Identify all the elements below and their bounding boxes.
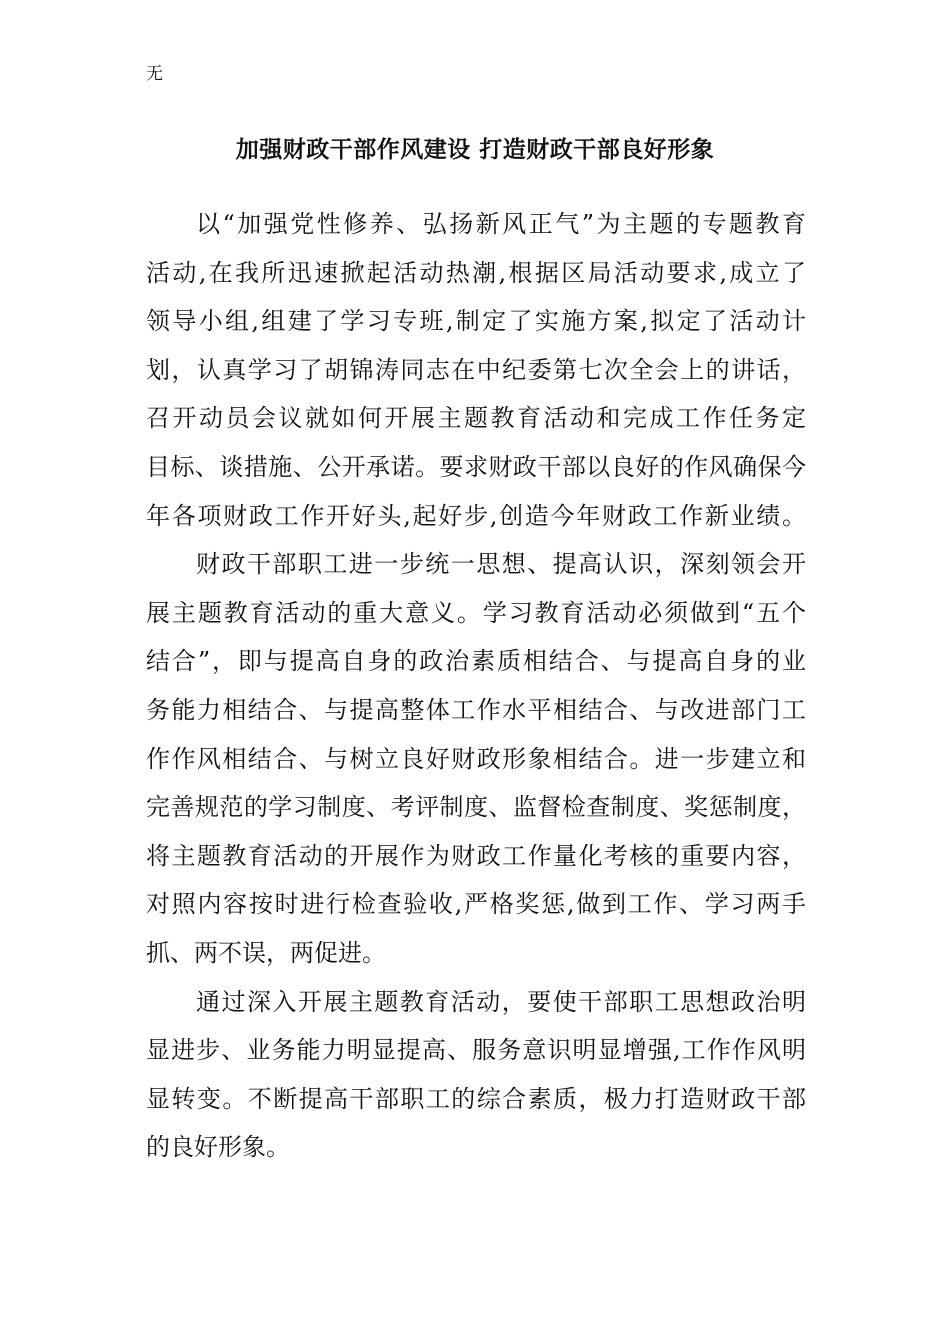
paragraph-line: 以“加强党性修养、弘扬新风正气”为主题的专题教育 xyxy=(196,210,806,238)
paragraph-line: 作作风相结合、与树立良好财政形象相结合。进一步建立和 xyxy=(146,744,806,773)
paragraph-line: 将主题教育活动的开展作为财政工作量化考核的重要内容， xyxy=(146,841,806,870)
paragraph-line: 结合”，即与提高自身的政治素质相结合、与提高自身的业 xyxy=(146,647,806,676)
document-title: 加强财政干部作风建设 打造财政干部良好形象 xyxy=(235,137,715,163)
paragraph-line: 完善规范的学习制度、考评制度、监督检查制度、奖惩制度， xyxy=(146,793,806,822)
paragraph-line: 召开动员会议就如何开展主题教育活动和完成工作任务定 xyxy=(146,404,806,433)
paragraph-line: 领导小组,组建了学习专班,制定了实施方案,拟定了活动计 xyxy=(146,307,806,336)
paragraph-line: 显进步、业务能力明显提高、服务意识明显增强,工作作风明 xyxy=(146,1036,806,1065)
paragraph-line: 活动,在我所迅速掀起活动热潮,根据区局活动要求,成立了 xyxy=(146,258,806,287)
header-note: 无 xyxy=(146,64,163,84)
paragraph-3 xyxy=(146,978,806,1172)
paragraph-line: 抓、两不误，两促进。 xyxy=(146,938,386,967)
document-body xyxy=(146,200,806,1172)
paragraph-line: 显转变。不断提高干部职工的综合素质，极力打造财政干部 xyxy=(146,1084,806,1113)
paragraph-line: 年各项财政工作开好头,起好步,创造今年财政工作新业绩。 xyxy=(146,501,806,530)
paragraph-line: 展主题教育活动的重大意义。学习教育活动必须做到“五个 xyxy=(146,598,806,627)
paragraph-line: 务能力相结合、与提高整体工作水平相结合、与改进部门工 xyxy=(146,695,806,724)
paragraph-2 xyxy=(146,540,806,977)
paragraph-line: 目标、谈措施、公开承诺。要求财政干部以良好的作风确保今 xyxy=(146,452,806,481)
paragraph-line: 划，认真学习了胡锦涛同志在中纪委第七次全会上的讲话， xyxy=(146,355,806,384)
paragraph-1 xyxy=(146,200,806,540)
paragraph-line: 财政干部职工进一步统一思想、提高认识，深刻领会开 xyxy=(196,550,806,579)
paragraph-line: 的良好形象。 xyxy=(146,1133,290,1162)
paragraph-line: 对照内容按时进行检查验收,严格奖惩,做到工作、学习两手 xyxy=(146,890,806,919)
paragraph-line: 通过深入开展主题教育活动，要使干部职工思想政治明 xyxy=(196,987,806,1016)
